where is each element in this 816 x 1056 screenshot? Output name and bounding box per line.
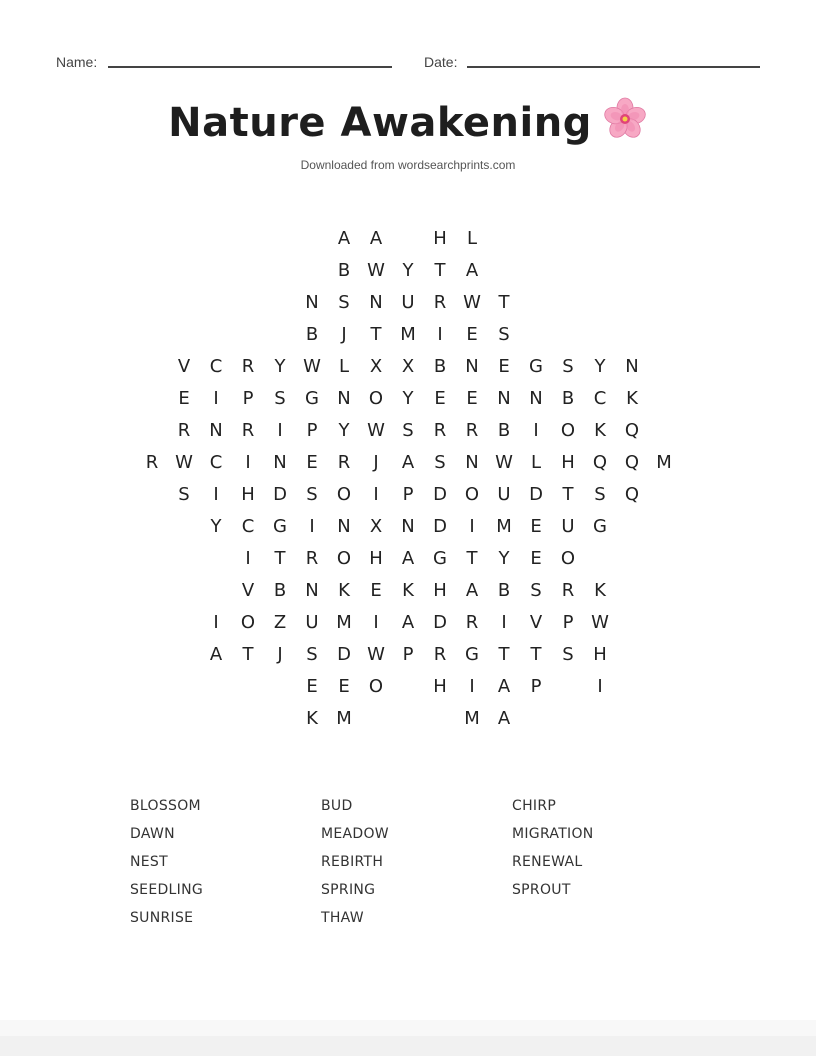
grid-letter[interactable]: S — [338, 292, 350, 313]
grid-letter[interactable]: S — [306, 644, 318, 665]
grid-letter[interactable]: U — [497, 484, 511, 505]
grid-letter[interactable]: I — [213, 388, 219, 409]
grid-letter[interactable]: E — [370, 580, 382, 601]
grid-letter[interactable]: I — [469, 676, 475, 697]
grid-letter[interactable]: P — [402, 644, 414, 665]
grid-letter[interactable]: I — [501, 612, 507, 633]
word-list-item: MEADOW — [321, 826, 389, 842]
grid-letter[interactable]: E — [498, 356, 510, 377]
grid-letter[interactable]: T — [434, 260, 446, 281]
grid-letter[interactable]: G — [433, 548, 447, 569]
grid-letter[interactable]: K — [402, 580, 414, 601]
grid-letter[interactable]: E — [434, 388, 446, 409]
grid-letter[interactable]: O — [368, 676, 384, 697]
grid-letter[interactable]: I — [277, 420, 283, 441]
grid-letter[interactable]: S — [530, 580, 542, 601]
word-list-item: THAW — [321, 910, 364, 926]
grid-letter[interactable]: L — [338, 356, 350, 377]
grid-letter[interactable]: M — [336, 708, 352, 729]
grid-letter[interactable]: C — [593, 388, 607, 409]
grid-letter[interactable]: W — [175, 452, 193, 473]
grid-letter[interactable]: H — [369, 548, 383, 569]
name-label: Name: — [56, 54, 98, 70]
grid-letter[interactable]: B — [273, 580, 287, 601]
grid-letter[interactable]: Q — [624, 452, 640, 473]
grid-letter[interactable]: P — [242, 388, 254, 409]
grid-letter[interactable]: T — [530, 644, 542, 665]
grid-letter[interactable]: B — [305, 324, 319, 345]
grid-letter[interactable]: P — [530, 676, 542, 697]
grid-letter[interactable]: R — [241, 356, 255, 377]
grid-letter[interactable]: O — [464, 484, 480, 505]
grid-letter[interactable]: S — [306, 484, 318, 505]
grid-letter[interactable]: B — [337, 260, 351, 281]
grid-letter[interactable]: D — [529, 484, 543, 505]
grid-letter[interactable]: G — [273, 516, 287, 537]
grid-letter[interactable]: N — [337, 388, 351, 409]
grid-letter[interactable]: E — [306, 676, 318, 697]
grid-letter[interactable]: Y — [594, 356, 606, 377]
grid-letter[interactable]: M — [656, 452, 672, 473]
grid-letter[interactable]: M — [400, 324, 416, 345]
grid-letter[interactable]: L — [466, 228, 478, 249]
grid-letter[interactable]: O — [336, 548, 352, 569]
grid-letter[interactable]: H — [433, 580, 447, 601]
grid-letter[interactable]: S — [498, 324, 510, 345]
grid-letter[interactable]: K — [594, 420, 606, 441]
grid-letter[interactable]: R — [465, 612, 479, 633]
word-list-item: SUNRISE — [130, 910, 194, 926]
grid-letter[interactable]: R — [433, 292, 447, 313]
grid-letter[interactable]: D — [433, 484, 447, 505]
grid-letter[interactable]: T — [242, 644, 254, 665]
grid-letter[interactable]: N — [401, 516, 415, 537]
grid-letter[interactable]: Y — [402, 388, 414, 409]
grid-letter[interactable]: C — [241, 516, 255, 537]
grid-letter[interactable]: S — [434, 452, 446, 473]
grid-letter[interactable]: Z — [273, 612, 287, 633]
grid-letter[interactable]: A — [209, 644, 223, 665]
grid-letter[interactable]: R — [433, 420, 447, 441]
grid-letter[interactable]: O — [560, 420, 576, 441]
grid-letter[interactable]: P — [402, 484, 414, 505]
grid-letter[interactable]: C — [209, 452, 223, 473]
grid-letter[interactable]: A — [497, 708, 511, 729]
grid-letter[interactable]: U — [561, 516, 575, 537]
grid-letter[interactable]: S — [274, 388, 286, 409]
grid-letter[interactable]: I — [213, 484, 219, 505]
grid-letter[interactable]: I — [213, 612, 219, 633]
grid-letter[interactable]: N — [337, 516, 351, 537]
grid-letter[interactable]: R — [305, 548, 319, 569]
grid-letter[interactable]: Q — [592, 452, 608, 473]
grid-letter[interactable]: Y — [402, 260, 414, 281]
grid-letter[interactable]: W — [367, 420, 385, 441]
grid-letter[interactable]: X — [369, 356, 383, 377]
grid-letter[interactable]: A — [465, 580, 479, 601]
grid-letter[interactable]: R — [465, 420, 479, 441]
grid-letter[interactable]: R — [561, 580, 575, 601]
grid-letter[interactable]: Y — [498, 548, 510, 569]
word-list-item: SPROUT — [512, 882, 571, 898]
grid-letter[interactable]: G — [305, 388, 319, 409]
grid-letter[interactable]: D — [433, 612, 447, 633]
grid-letter[interactable]: G — [593, 516, 607, 537]
grid-letter[interactable]: E — [306, 452, 318, 473]
grid-letter[interactable]: K — [626, 388, 638, 409]
grid-letter[interactable]: K — [594, 580, 606, 601]
grid-letter[interactable]: A — [497, 676, 511, 697]
grid-letter[interactable]: S — [178, 484, 190, 505]
grid-letter[interactable]: N — [305, 292, 319, 313]
word-list-item: CHIRP — [512, 798, 557, 814]
grid-letter[interactable]: S — [562, 644, 574, 665]
footer-bar — [0, 1020, 816, 1056]
grid-letter[interactable]: X — [369, 516, 383, 537]
grid-letter[interactable]: B — [497, 420, 511, 441]
grid-letter[interactable]: R — [241, 420, 255, 441]
grid-letter[interactable]: O — [368, 388, 384, 409]
grid-letter[interactable]: A — [401, 452, 415, 473]
grid-letter[interactable]: N — [625, 356, 639, 377]
grid-letter[interactable]: J — [373, 452, 379, 473]
grid-letter[interactable]: N — [305, 580, 319, 601]
grid-letter[interactable]: T — [498, 644, 510, 665]
grid-letter[interactable]: S — [594, 484, 606, 505]
grid-letter[interactable]: H — [593, 644, 607, 665]
grid-letter[interactable]: W — [367, 260, 385, 281]
word-list-item: REBIRTH — [321, 854, 384, 870]
grid-letter[interactable]: I — [597, 676, 603, 697]
word-list-item: NEST — [130, 854, 168, 870]
grid-letter[interactable]: W — [495, 452, 513, 473]
grid-letter[interactable]: K — [338, 580, 350, 601]
word-list-item: BUD — [321, 798, 353, 814]
grid-letter[interactable]: E — [338, 676, 350, 697]
grid-letter[interactable]: H — [241, 484, 255, 505]
grid-letter[interactable]: N — [209, 420, 223, 441]
grid-letter[interactable]: B — [497, 580, 511, 601]
grid-letter[interactable]: Y — [338, 420, 350, 441]
grid-letter[interactable]: N — [497, 388, 511, 409]
grid-letter[interactable]: D — [273, 484, 287, 505]
grid-letter[interactable]: S — [402, 420, 414, 441]
grid-letter[interactable]: U — [401, 292, 415, 313]
grid-letter[interactable]: A — [401, 548, 415, 569]
grid-letter[interactable]: T — [498, 292, 510, 313]
grid-letter[interactable]: N — [465, 356, 479, 377]
grid-letter[interactable]: O — [240, 612, 256, 633]
grid-letter[interactable]: P — [306, 420, 318, 441]
grid-letter[interactable]: W — [303, 356, 321, 377]
grid-letter[interactable]: V — [177, 356, 191, 377]
grid-letter[interactable]: H — [561, 452, 575, 473]
grid-letter[interactable]: A — [337, 228, 351, 249]
word-list-item: SPRING — [321, 882, 376, 898]
grid-letter[interactable]: S — [562, 356, 574, 377]
grid-letter[interactable]: V — [529, 612, 543, 633]
grid-letter[interactable]: R — [433, 644, 447, 665]
subtitle: Downloaded from wordsearchprints.com — [300, 158, 516, 172]
word-list-item: MIGRATION — [512, 826, 594, 842]
grid-letter[interactable]: E — [530, 516, 542, 537]
grid-letter[interactable]: R — [145, 452, 159, 473]
grid-letter[interactable]: N — [273, 452, 287, 473]
grid-letter[interactable]: J — [277, 644, 283, 665]
grid-letter[interactable]: T — [466, 548, 478, 569]
grid-letter[interactable]: G — [529, 356, 543, 377]
grid-letter[interactable]: T — [370, 324, 382, 345]
grid-letter[interactable]: W — [463, 292, 481, 313]
grid-letter[interactable]: C — [209, 356, 223, 377]
grid-letter[interactable]: E — [178, 388, 190, 409]
word-list-item: SEEDLING — [130, 882, 204, 898]
grid-letter[interactable]: N — [369, 292, 383, 313]
grid-letter[interactable]: R — [337, 452, 351, 473]
grid-letter[interactable]: E — [466, 388, 478, 409]
grid-letter[interactable]: I — [437, 324, 443, 345]
grid-letter[interactable]: I — [469, 516, 475, 537]
grid-letter[interactable]: R — [177, 420, 191, 441]
grid-letter[interactable]: K — [306, 708, 318, 729]
grid-letter[interactable]: N — [529, 388, 543, 409]
grid-letter[interactable]: L — [530, 452, 542, 473]
date-label: Date: — [424, 54, 458, 70]
grid-letter[interactable]: I — [245, 452, 251, 473]
grid-letter[interactable]: Q — [624, 484, 640, 505]
grid-letter[interactable]: Y — [210, 516, 222, 537]
grid-letter[interactable]: E — [530, 548, 542, 569]
grid-letter[interactable]: O — [336, 484, 352, 505]
grid-letter[interactable]: M — [336, 612, 352, 633]
grid-letter[interactable]: W — [591, 612, 609, 633]
grid-letter[interactable]: B — [433, 356, 447, 377]
grid-letter[interactable]: V — [241, 580, 255, 601]
grid-letter[interactable]: G — [465, 644, 479, 665]
grid-letter[interactable]: J — [341, 324, 347, 345]
word-list-item: DAWN — [130, 826, 175, 842]
page-title-text: Nature Awakening — [168, 100, 592, 146]
grid-letter[interactable]: D — [337, 644, 351, 665]
grid-letter[interactable]: I — [373, 612, 379, 633]
grid-letter[interactable]: Q — [624, 420, 640, 441]
grid-letter[interactable]: I — [373, 484, 379, 505]
grid-letter[interactable]: B — [561, 388, 575, 409]
grid-letter[interactable]: H — [433, 228, 447, 249]
grid-letter[interactable]: M — [496, 516, 512, 537]
grid-letter[interactable]: M — [464, 708, 480, 729]
grid-letter[interactable]: U — [305, 612, 319, 633]
grid-letter[interactable]: I — [245, 548, 251, 569]
grid-letter[interactable]: I — [533, 420, 539, 441]
grid-letter[interactable]: A — [369, 228, 383, 249]
grid-letter[interactable]: E — [466, 324, 478, 345]
word-list-item: BLOSSOM — [130, 798, 201, 814]
grid-letter[interactable]: D — [433, 516, 447, 537]
grid-letter[interactable]: N — [465, 452, 479, 473]
grid-letter[interactable]: O — [560, 548, 576, 569]
grid-letter[interactable]: Y — [274, 356, 286, 377]
grid-letter[interactable]: A — [465, 260, 479, 281]
grid-letter[interactable]: I — [309, 516, 315, 537]
grid-letter[interactable]: P — [562, 612, 574, 633]
word-list-item: RENEWAL — [512, 854, 583, 870]
grid-letter[interactable]: X — [401, 356, 415, 377]
grid-letter[interactable]: H — [433, 676, 447, 697]
grid-letter[interactable]: A — [401, 612, 415, 633]
grid-letter[interactable]: T — [274, 548, 286, 569]
grid-letter[interactable]: W — [367, 644, 385, 665]
grid-letter[interactable]: T — [562, 484, 574, 505]
